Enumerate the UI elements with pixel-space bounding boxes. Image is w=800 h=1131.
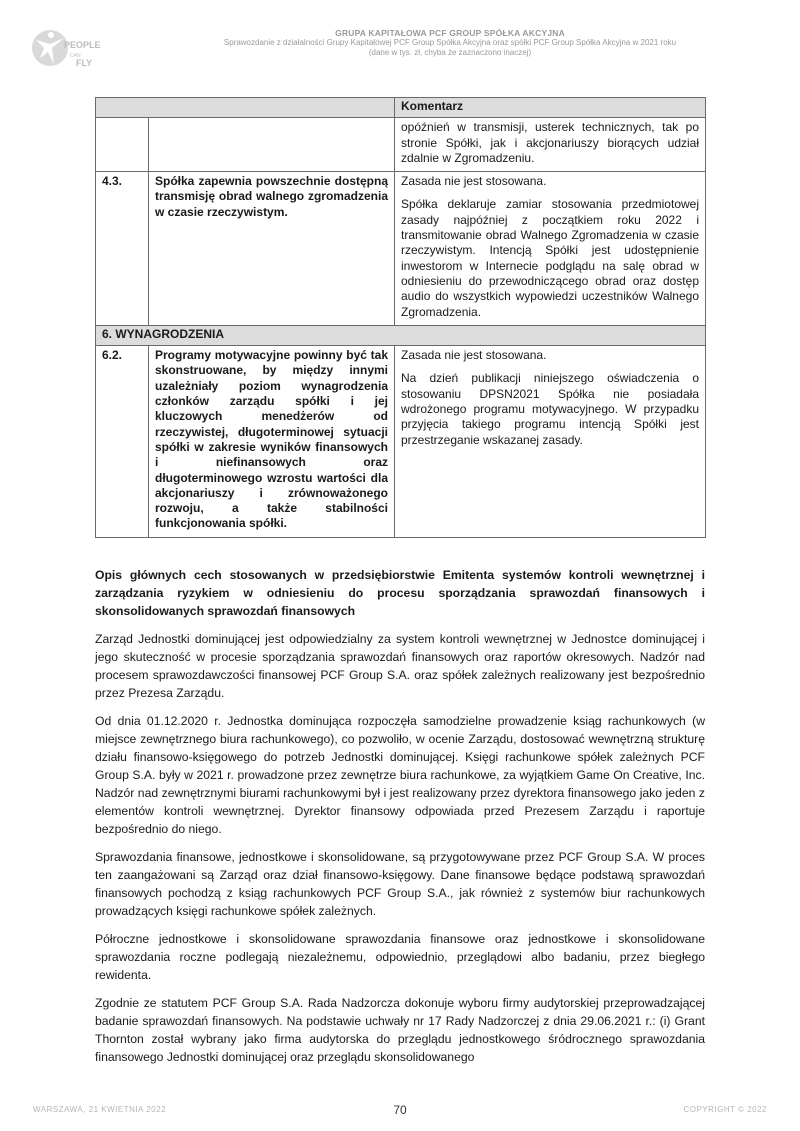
continuation-comment-cell xyxy=(395,118,706,172)
paragraph-5: Zgodnie ze statutem PCF Group S.A. Rada Nadzorcza dokonuje wyboru firmy audytorskiej przeprowadzającej badanie sprawozdań finansowych. Na podstawie uchwały nr 17 Rady Nadzorczej z dnia 29.06.2021 r.: (i) Grant Thornton został wybrany jako firma audytorska do przeglądu jednostkowego śródrocznego sprawozdania finansowego Jednostki dominującej oraz przeglądu skonsolidowanego xyxy=(95,996,705,1064)
header-units-note: (dane w tys. zł, chyba że zaznaczono inaczej) xyxy=(368,48,532,57)
row-6-2-number: 6.2. xyxy=(96,346,149,538)
header-report-title: Sprawozdanie z działalności Grupy Kapitałowej PCF Group Spółka Akcyjna oraz spółki PCF Group Spółka Akcyjna w 2021 roku xyxy=(223,38,677,47)
row-6-2-comment-cell xyxy=(395,346,706,538)
continuation-num-cell xyxy=(96,118,149,172)
row-4-3-comment: Spółka deklaruje zamiar stosowania przedmiotowej zasady najpóźniej z początkiem roku 2022 i transmitowanie obrad Walnego Zgromadzenia w czasie rzeczywistym. Intencją Spółki jest udostępnienie inwestorom w Internecie podglądu na salę obrad w odniesieniu do przewodniczącego obrad oraz dostęp audio do wszystkich wypowiedzi uczestników Walnego Zgromadzenia. xyxy=(401,197,699,319)
footer-copyright: COPYRIGHT © 2022 xyxy=(683,1105,767,1114)
section-row-wynagrodzenia xyxy=(96,325,706,345)
footer-date: WARSZAWA, 21 KWIETNIA 2022 xyxy=(33,1105,167,1114)
page-number: 70 xyxy=(393,1103,407,1117)
paragraph-4: Półroczne jednostkowe i skonsolidowane sprawozdania finansowe oraz jednostkowe i skonsolidowane sprawozdania roczne podlegają niezależnemu, odpowiednio, przeglądowi albo badaniu, przez biegłego rewidenta. xyxy=(95,932,705,982)
header-comment-cell: Komentarz xyxy=(395,98,706,118)
governance-principles-table xyxy=(95,97,706,538)
header-blank-cell xyxy=(96,98,395,118)
continuation-rule-cell xyxy=(149,118,395,172)
row-4-3-rule: Spółka zapewnia powszechnie dostępną transmisję obrad walnego zgromadzenia w czasie rzeczywistym. xyxy=(149,172,395,326)
table-row-4-3 xyxy=(96,172,706,326)
table-header-row xyxy=(96,98,706,118)
page-header xyxy=(110,28,790,58)
paragraph-2: Od dnia 01.12.2020 r. Jednostka dominująca rozpoczęła samodzielne prowadzenie ksiąg rachunkowych (w miejsce zewnętrznego biura rachunkowego), co pozwoliło, w ocenie Zarządu, dostosować wewnętrzną strukturę działu finansowo-księgowego do potrzeb Jednostki dominującej. Księgi rachunkowe spółek zależnych PCF Group S.A. były w 2021 r. prowadzone przez zewnętrze biura rachunkowe, za wyjątkiem Game On Creative, Inc. Nadzór nad zewnętrznymi biurami rachunkowymi był i jest realizowany przez dyrektora finansowego jako jeden z elementów kontroli wewnętrznej. Dyrektor finansowy odpowiada przed Prezesem Zarządu i raportuje bezpośrednio do niego. xyxy=(95,714,705,836)
table-row-6-2 xyxy=(96,346,706,538)
paragraph-3: Sprawozdania finansowe, jednostkowe i skonsolidowane, są przygotowywane przez PCF Group S.A. W proces ten zaangażowani są Zarząd oraz dział finansowo-księgowy. Dane finansowe będące podstawą sprawozdań finansowych pochodzą z ksiąg rachunkowych PCF Group S.A., jak również z systemów biur rachunkowych prowadzących księgi rachunkowe spółek zależnych. xyxy=(95,850,705,918)
paragraph-1: Zarząd Jednostki dominującej jest odpowiedzialny za system kontroli wewnętrznej w Jednostce dominującej i jego skuteczność w procesie sporządzania sprawozdań finansowych oraz raportów okresowych. Nadzór nad procesem sprawozdawczości finansowej PCF Group S.A. oraz spółek zależnych realizowany jest bezpośrednio przez Prezesa Zarządu. xyxy=(95,632,705,700)
section-heading: Opis głównych cech stosowanych w przedsiębiorstwie Emitenta systemów kontroli wewnętrznej i zarządzania ryzykiem w odniesieniu do procesu sporządzania sprawozdań finansowych i skonsolidowanych sprawozdań finansowych xyxy=(95,568,705,618)
header-company: GRUPA KAPITAŁOWA PCF GROUP SPÓŁKA AKCYJNA xyxy=(335,28,565,38)
row-4-3-status: Zasada nie jest stosowana. xyxy=(401,174,547,189)
row-6-2-status: Zasada nie jest stosowana. xyxy=(401,348,547,363)
row-4-3-comment-cell xyxy=(395,172,706,326)
table-row-continuation xyxy=(96,118,706,172)
row-6-2-rule: Programy motywacyjne powinny być tak skonstruowane, by między innymi uzależniały poziom wynagrodzenia członków zarządu spółki i jej kluczowych menedżerów od rzeczywistej, długoterminowej sytuacji spółki w zakresie wyników finansowych i niefinansowych oraz długoterminowego wzrostu wartości dla akcjonariuszy i zrównoważonego rozwoju, a także stabilności funkcjonowania spółki. xyxy=(149,346,395,538)
logo-text-people: PEOPLE xyxy=(64,40,101,50)
people-can-fly-logo xyxy=(30,24,101,76)
report-body xyxy=(95,566,705,1076)
section-6-title: 6. WYNAGRODZENIA xyxy=(96,325,706,345)
logo-text-fly: FLY xyxy=(76,58,93,68)
row-6-2-comment: Na dzień publikacji niniejszego oświadczenia o stosowaniu DPSN2021 Spółka nie posiadała wdrożonego programu motywacyjnego. W przypadku przyjęcia takiego programu intencją Spółki jest przestrzeganie wskazanej zasady. xyxy=(401,371,699,447)
row-4-3-number: 4.3. xyxy=(96,172,149,326)
continuation-text: opóźnień w transmisji, usterek technicznych, tak po stronie Spółki, jak i akcjonariuszy biorących udział zdalnie w Zgromadzeniu. xyxy=(401,120,699,165)
logo-text-can: CAN xyxy=(70,53,81,59)
